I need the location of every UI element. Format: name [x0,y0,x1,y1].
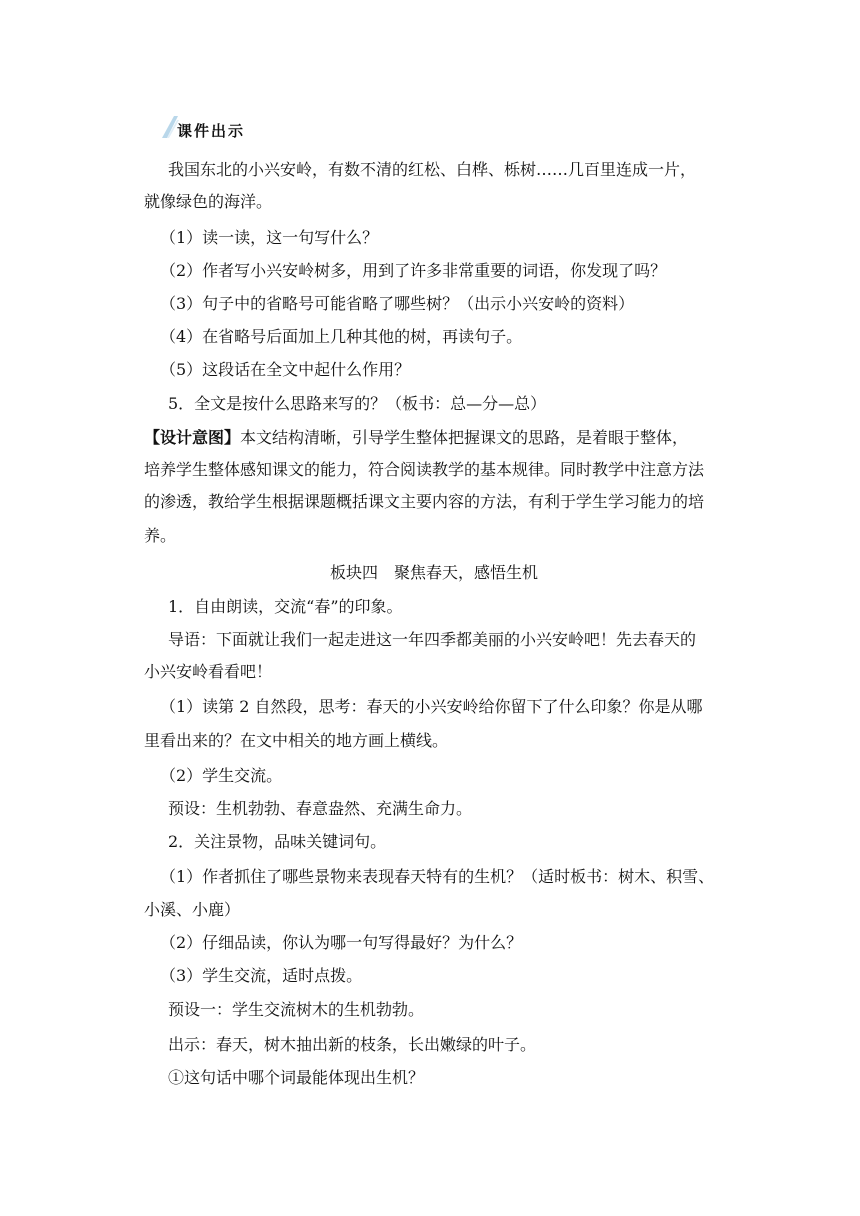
text-line: （2）仔细品读，你认为哪一句写得最好？为什么？ [160,933,523,952]
text-line: （2）作者写小兴安岭树多，用到了许多非常重要的词语，你发现了吗？ [160,261,667,280]
text-line: 里看出来的？在文中相关的地方画上横线。 [144,731,449,750]
design-intent-line [144,428,688,448]
text-line: （4）在省略号后面加上几种其他的树，再读句子。 [160,327,523,346]
text-line: 培养学生整体感知课文的能力，符合阅读教学的基本规律。同时教学中注意方法 [144,460,705,479]
text-line: 我国东北的小兴安岭，有数不清的红松、白桦、栎树……几百里连成一片， [168,160,697,179]
text-line: 预设一：学生交流树木的生机勃勃。 [168,1000,425,1019]
text-line: （2）学生交流。 [160,766,283,785]
text-line: 预设：生机勃勃、春意盎然、充满生命力。 [168,799,473,818]
text-line: 5．全文是按什么思路来写的？（板书：总—分—总） [168,394,547,413]
text-line: 的渗透，教给学生根据课题概括课文主要内容的方法，有利于学生学习能力的培 [144,492,705,511]
text-line: 出示：春天，树木抽出新的枝条，长出嫩绿的叶子。 [168,1035,537,1054]
text-line: 导语：下面就让我们一起走进这一年四季都美丽的小兴安岭吧！先去春天的 [168,630,697,649]
text-line: ①这句话中哪个词最能体现出生机？ [168,1068,425,1087]
text-line: 小溪、小鹿） [144,900,241,919]
courseware-header [160,108,280,142]
text-line: 就像绿色的海洋。 [144,192,273,211]
text-line: （5）这段话在全文中起什么作用？ [160,360,411,379]
design-intent-label: 【设计意图】 [144,428,241,447]
text-line: （1）作者抓住了哪些景物来表现春天特有的生机？（适时板书：树木、积雪、 [160,867,715,886]
text-line: （1）读一读，这一句写什么？ [160,228,379,247]
section-heading: 板块四 聚焦春天，感悟生机 [330,563,539,582]
text-line: （3）学生交流，适时点拨。 [160,966,363,985]
text-span: 本文结构清晰，引导学生整体把握课文的思路，是着眼于整体， [240,428,689,447]
text-line: 1．自由朗读，交流“春”的印象。 [168,597,403,616]
text-line: 养。 [144,526,177,545]
text-line: （3）句子中的省略号可能省略了哪些树？（出示小兴安岭的资料） [160,294,635,313]
text-line: 小兴安岭看看吧！ [144,662,273,681]
courseware-title: 课件出示 [177,122,246,140]
text-line: 2．关注景物，品味关键词句。 [168,832,387,851]
text-line: （1）读第 2 自然段，思考：春天的小兴安岭给你留下了什么印象？你是从哪 [160,697,703,716]
